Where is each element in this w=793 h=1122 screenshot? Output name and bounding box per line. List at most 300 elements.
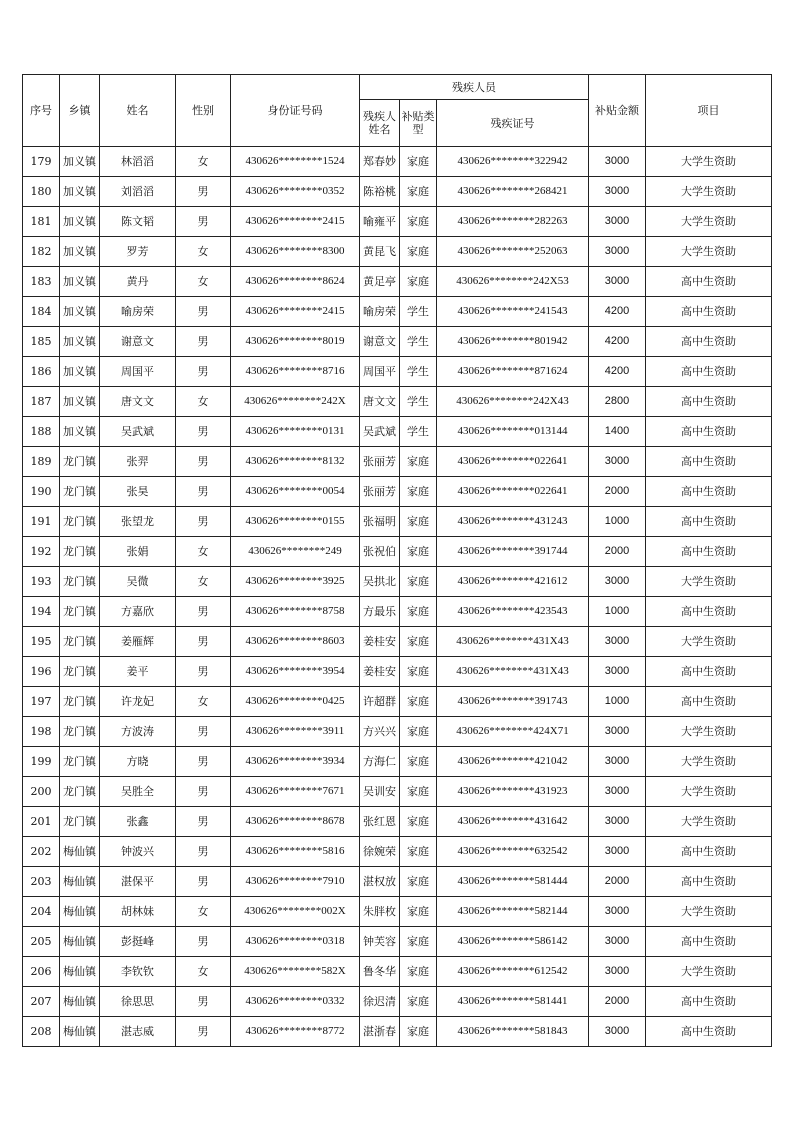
- table-row: [23, 747, 772, 777]
- cell-gender: 女: [176, 237, 231, 267]
- cell-seq: 193: [23, 567, 60, 597]
- table-row: [23, 537, 772, 567]
- cell-name: 唐文文: [100, 387, 176, 417]
- header-disabled-group: 残疾人员: [360, 75, 589, 100]
- table-row: [23, 627, 772, 657]
- cell-disability-cert: 430626********391744: [437, 537, 589, 567]
- cell-disability-cert: 430626********242X53: [437, 267, 589, 297]
- cell-disability-cert: 430626********391743: [437, 687, 589, 717]
- cell-project: 高中生资助: [646, 387, 772, 417]
- cell-subsidy-type: 家庭: [400, 237, 437, 267]
- cell-subsidy-type: 家庭: [400, 927, 437, 957]
- cell-amount: 4200: [589, 357, 646, 387]
- table-row: [23, 147, 772, 177]
- cell-town: 龙门镇: [60, 537, 100, 567]
- cell-name: 张昊: [100, 477, 176, 507]
- table-row: [23, 957, 772, 987]
- cell-gender: 男: [176, 327, 231, 357]
- header-id-number: 身份证号码: [231, 75, 360, 147]
- cell-disabled-name: 鲁冬华: [360, 957, 400, 987]
- cell-id-number: 430626********8300: [231, 237, 360, 267]
- cell-project: 高中生资助: [646, 507, 772, 537]
- cell-subsidy-type: 家庭: [400, 447, 437, 477]
- cell-subsidy-type: 家庭: [400, 807, 437, 837]
- cell-project: 大学生资助: [646, 237, 772, 267]
- cell-disability-cert: 430626********586142: [437, 927, 589, 957]
- cell-disability-cert: 430626********581843: [437, 1017, 589, 1047]
- cell-seq: 201: [23, 807, 60, 837]
- cell-subsidy-type: 家庭: [400, 987, 437, 1017]
- cell-id-number: 430626********582X: [231, 957, 360, 987]
- table-row: [23, 297, 772, 327]
- cell-disability-cert: 430626********242X43: [437, 387, 589, 417]
- cell-subsidy-type: 家庭: [400, 687, 437, 717]
- cell-id-number: 430626********8132: [231, 447, 360, 477]
- cell-disabled-name: 徐婉荣: [360, 837, 400, 867]
- cell-amount: 3000: [589, 267, 646, 297]
- cell-disabled-name: 吴拱北: [360, 567, 400, 597]
- cell-town: 加义镇: [60, 327, 100, 357]
- cell-name: 湛保平: [100, 867, 176, 897]
- cell-name: 方晓: [100, 747, 176, 777]
- cell-disabled-name: 唐文文: [360, 387, 400, 417]
- cell-disabled-name: 方兴兴: [360, 717, 400, 747]
- cell-name: 钟波兴: [100, 837, 176, 867]
- cell-disability-cert: 430626********424X71: [437, 717, 589, 747]
- table-row: [23, 837, 772, 867]
- cell-seq: 202: [23, 837, 60, 867]
- cell-name: 张娟: [100, 537, 176, 567]
- table-row: [23, 897, 772, 927]
- cell-subsidy-type: 家庭: [400, 1017, 437, 1047]
- cell-seq: 192: [23, 537, 60, 567]
- cell-seq: 203: [23, 867, 60, 897]
- cell-disability-cert: 430626********421612: [437, 567, 589, 597]
- cell-project: 大学生资助: [646, 897, 772, 927]
- header-gender: 性别: [176, 75, 231, 147]
- cell-disabled-name: 张丽芳: [360, 477, 400, 507]
- cell-gender: 女: [176, 267, 231, 297]
- cell-gender: 男: [176, 747, 231, 777]
- cell-amount: 1000: [589, 507, 646, 537]
- cell-id-number: 430626********8019: [231, 327, 360, 357]
- cell-project: 大学生资助: [646, 747, 772, 777]
- table-row: [23, 267, 772, 297]
- cell-town: 梅仙镇: [60, 867, 100, 897]
- cell-disability-cert: 430626********431243: [437, 507, 589, 537]
- cell-id-number: 430626********3925: [231, 567, 360, 597]
- cell-amount: 4200: [589, 297, 646, 327]
- cell-project: 大学生资助: [646, 177, 772, 207]
- cell-disability-cert: 430626********282263: [437, 207, 589, 237]
- cell-disabled-name: 朱胖枚: [360, 897, 400, 927]
- table-row: [23, 447, 772, 477]
- cell-id-number: 430626********7910: [231, 867, 360, 897]
- cell-amount: 2000: [589, 867, 646, 897]
- cell-disabled-name: 喻雍平: [360, 207, 400, 237]
- cell-id-number: 430626********0318: [231, 927, 360, 957]
- cell-id-number: 430626********3954: [231, 657, 360, 687]
- cell-subsidy-type: 家庭: [400, 717, 437, 747]
- cell-id-number: 430626********5816: [231, 837, 360, 867]
- cell-amount: 3000: [589, 897, 646, 927]
- cell-project: 大学生资助: [646, 567, 772, 597]
- cell-name: 林滔滔: [100, 147, 176, 177]
- cell-subsidy-type: 家庭: [400, 267, 437, 297]
- cell-id-number: 430626********8716: [231, 357, 360, 387]
- cell-disability-cert: 430626********581441: [437, 987, 589, 1017]
- cell-disability-cert: 430626********013144: [437, 417, 589, 447]
- cell-id-number: 430626********3934: [231, 747, 360, 777]
- cell-seq: 180: [23, 177, 60, 207]
- cell-name: 黄丹: [100, 267, 176, 297]
- table-row: [23, 987, 772, 1017]
- cell-subsidy-type: 家庭: [400, 177, 437, 207]
- cell-seq: 184: [23, 297, 60, 327]
- cell-name: 李钦钦: [100, 957, 176, 987]
- table-body: [23, 147, 772, 1047]
- cell-seq: 183: [23, 267, 60, 297]
- cell-amount: 1000: [589, 597, 646, 627]
- cell-amount: 4200: [589, 327, 646, 357]
- cell-disabled-name: 郑春妙: [360, 147, 400, 177]
- cell-id-number: 430626********8624: [231, 267, 360, 297]
- cell-disability-cert: 430626********431923: [437, 777, 589, 807]
- cell-amount: 3000: [589, 657, 646, 687]
- cell-project: 高中生资助: [646, 537, 772, 567]
- cell-disabled-name: 黄足亭: [360, 267, 400, 297]
- table-row: [23, 777, 772, 807]
- header-disabled-name: 残疾人姓名: [360, 100, 400, 147]
- cell-project: 高中生资助: [646, 927, 772, 957]
- cell-id-number: 430626********0425: [231, 687, 360, 717]
- cell-gender: 男: [176, 297, 231, 327]
- cell-amount: 3000: [589, 147, 646, 177]
- subsidy-table: [22, 74, 772, 1047]
- cell-disabled-name: 张红恩: [360, 807, 400, 837]
- cell-disabled-name: 喻房荣: [360, 297, 400, 327]
- cell-amount: 3000: [589, 207, 646, 237]
- cell-disabled-name: 姜桂安: [360, 657, 400, 687]
- table-row: [23, 597, 772, 627]
- cell-name: 张望龙: [100, 507, 176, 537]
- cell-subsidy-type: 学生: [400, 387, 437, 417]
- cell-seq: 186: [23, 357, 60, 387]
- cell-subsidy-type: 家庭: [400, 507, 437, 537]
- cell-gender: 女: [176, 897, 231, 927]
- cell-town: 加义镇: [60, 387, 100, 417]
- cell-gender: 男: [176, 657, 231, 687]
- cell-seq: 179: [23, 147, 60, 177]
- cell-town: 龙门镇: [60, 507, 100, 537]
- cell-amount: 3000: [589, 927, 646, 957]
- cell-amount: 3000: [589, 747, 646, 777]
- cell-disabled-name: 张丽芳: [360, 447, 400, 477]
- cell-disability-cert: 430626********022641: [437, 477, 589, 507]
- cell-gender: 女: [176, 387, 231, 417]
- cell-amount: 2000: [589, 987, 646, 1017]
- cell-gender: 女: [176, 147, 231, 177]
- cell-subsidy-type: 家庭: [400, 837, 437, 867]
- cell-amount: 3000: [589, 1017, 646, 1047]
- cell-id-number: 430626********0054: [231, 477, 360, 507]
- cell-subsidy-type: 家庭: [400, 207, 437, 237]
- cell-subsidy-type: 家庭: [400, 747, 437, 777]
- cell-seq: 181: [23, 207, 60, 237]
- cell-seq: 194: [23, 597, 60, 627]
- cell-gender: 男: [176, 597, 231, 627]
- cell-disability-cert: 430626********322942: [437, 147, 589, 177]
- cell-amount: 3000: [589, 717, 646, 747]
- cell-subsidy-type: 家庭: [400, 567, 437, 597]
- cell-project: 高中生资助: [646, 357, 772, 387]
- cell-town: 龙门镇: [60, 717, 100, 747]
- cell-seq: 195: [23, 627, 60, 657]
- cell-town: 加义镇: [60, 267, 100, 297]
- cell-name: 姜平: [100, 657, 176, 687]
- cell-project: 大学生资助: [646, 957, 772, 987]
- table-row: [23, 177, 772, 207]
- cell-town: 龙门镇: [60, 447, 100, 477]
- cell-name: 刘滔滔: [100, 177, 176, 207]
- header-row-1: [23, 75, 772, 100]
- cell-gender: 男: [176, 867, 231, 897]
- cell-town: 梅仙镇: [60, 987, 100, 1017]
- cell-amount: 3000: [589, 807, 646, 837]
- cell-gender: 女: [176, 537, 231, 567]
- cell-name: 谢意文: [100, 327, 176, 357]
- cell-disabled-name: 吴训安: [360, 777, 400, 807]
- cell-disabled-name: 许超群: [360, 687, 400, 717]
- cell-name: 方嘉欣: [100, 597, 176, 627]
- header-subsidy-type: 补贴类型: [400, 100, 437, 147]
- cell-disability-cert: 430626********612542: [437, 957, 589, 987]
- cell-disabled-name: 谢意文: [360, 327, 400, 357]
- cell-disability-cert: 430626********801942: [437, 327, 589, 357]
- cell-project: 高中生资助: [646, 327, 772, 357]
- cell-town: 龙门镇: [60, 807, 100, 837]
- table-row: [23, 867, 772, 897]
- cell-gender: 男: [176, 627, 231, 657]
- cell-name: 周国平: [100, 357, 176, 387]
- cell-town: 梅仙镇: [60, 897, 100, 927]
- cell-id-number: 430626********002X: [231, 897, 360, 927]
- cell-name: 吴武斌: [100, 417, 176, 447]
- cell-project: 高中生资助: [646, 987, 772, 1017]
- cell-disabled-name: 湛浙春: [360, 1017, 400, 1047]
- cell-town: 梅仙镇: [60, 957, 100, 987]
- cell-town: 梅仙镇: [60, 837, 100, 867]
- cell-disabled-name: 张祝伯: [360, 537, 400, 567]
- cell-disability-cert: 430626********268421: [437, 177, 589, 207]
- cell-id-number: 430626********7671: [231, 777, 360, 807]
- cell-id-number: 430626********249: [231, 537, 360, 567]
- cell-disability-cert: 430626********581444: [437, 867, 589, 897]
- cell-id-number: 430626********0332: [231, 987, 360, 1017]
- cell-id-number: 430626********8678: [231, 807, 360, 837]
- header-town: 乡镇: [60, 75, 100, 147]
- cell-disability-cert: 430626********871624: [437, 357, 589, 387]
- cell-disability-cert: 430626********431642: [437, 807, 589, 837]
- cell-project: 高中生资助: [646, 447, 772, 477]
- cell-name: 彭挺峰: [100, 927, 176, 957]
- table-row: [23, 327, 772, 357]
- cell-name: 陈文韬: [100, 207, 176, 237]
- cell-disabled-name: 方海仁: [360, 747, 400, 777]
- cell-seq: 187: [23, 387, 60, 417]
- cell-gender: 女: [176, 687, 231, 717]
- cell-subsidy-type: 学生: [400, 417, 437, 447]
- cell-id-number: 430626********2415: [231, 207, 360, 237]
- cell-gender: 男: [176, 207, 231, 237]
- cell-town: 龙门镇: [60, 687, 100, 717]
- cell-seq: 197: [23, 687, 60, 717]
- cell-town: 梅仙镇: [60, 1017, 100, 1047]
- cell-town: 龙门镇: [60, 747, 100, 777]
- cell-disabled-name: 徐迟清: [360, 987, 400, 1017]
- cell-subsidy-type: 家庭: [400, 597, 437, 627]
- cell-gender: 男: [176, 717, 231, 747]
- table-row: [23, 657, 772, 687]
- cell-project: 高中生资助: [646, 837, 772, 867]
- cell-amount: 1400: [589, 417, 646, 447]
- cell-subsidy-type: 家庭: [400, 897, 437, 927]
- cell-name: 许龙妃: [100, 687, 176, 717]
- cell-name: 张鑫: [100, 807, 176, 837]
- cell-disability-cert: 430626********423543: [437, 597, 589, 627]
- cell-town: 龙门镇: [60, 777, 100, 807]
- cell-seq: 189: [23, 447, 60, 477]
- cell-gender: 男: [176, 777, 231, 807]
- cell-subsidy-type: 学生: [400, 297, 437, 327]
- cell-id-number: 430626********8603: [231, 627, 360, 657]
- table-row: [23, 507, 772, 537]
- cell-gender: 男: [176, 507, 231, 537]
- cell-subsidy-type: 家庭: [400, 537, 437, 567]
- cell-disability-cert: 430626********431X43: [437, 627, 589, 657]
- cell-disabled-name: 张福明: [360, 507, 400, 537]
- cell-project: 高中生资助: [646, 477, 772, 507]
- cell-seq: 185: [23, 327, 60, 357]
- cell-project: 高中生资助: [646, 657, 772, 687]
- cell-amount: 2000: [589, 537, 646, 567]
- table-row: [23, 567, 772, 597]
- cell-subsidy-type: 家庭: [400, 147, 437, 177]
- cell-town: 龙门镇: [60, 477, 100, 507]
- cell-name: 喻房荣: [100, 297, 176, 327]
- cell-project: 高中生资助: [646, 267, 772, 297]
- cell-gender: 男: [176, 447, 231, 477]
- cell-amount: 2000: [589, 477, 646, 507]
- cell-town: 龙门镇: [60, 567, 100, 597]
- cell-name: 胡林妹: [100, 897, 176, 927]
- cell-project: 高中生资助: [646, 297, 772, 327]
- cell-gender: 女: [176, 567, 231, 597]
- cell-disabled-name: 黄昆飞: [360, 237, 400, 267]
- cell-disabled-name: 姜桂安: [360, 627, 400, 657]
- cell-project: 大学生资助: [646, 717, 772, 747]
- table-row: [23, 207, 772, 237]
- cell-name: 罗芳: [100, 237, 176, 267]
- cell-name: 吴胜全: [100, 777, 176, 807]
- cell-gender: 男: [176, 177, 231, 207]
- cell-project: 大学生资助: [646, 807, 772, 837]
- table-row: [23, 417, 772, 447]
- cell-amount: 3000: [589, 777, 646, 807]
- cell-seq: 182: [23, 237, 60, 267]
- table-row: [23, 387, 772, 417]
- cell-subsidy-type: 学生: [400, 357, 437, 387]
- cell-disability-cert: 430626********632542: [437, 837, 589, 867]
- cell-amount: 3000: [589, 447, 646, 477]
- cell-town: 加义镇: [60, 207, 100, 237]
- cell-seq: 208: [23, 1017, 60, 1047]
- cell-seq: 207: [23, 987, 60, 1017]
- cell-project: 高中生资助: [646, 1017, 772, 1047]
- cell-subsidy-type: 家庭: [400, 867, 437, 897]
- table-row: [23, 1017, 772, 1047]
- cell-disability-cert: 430626********252063: [437, 237, 589, 267]
- cell-town: 加义镇: [60, 177, 100, 207]
- cell-name: 吴微: [100, 567, 176, 597]
- cell-id-number: 430626********0155: [231, 507, 360, 537]
- cell-name: 湛志威: [100, 1017, 176, 1047]
- table-row: [23, 927, 772, 957]
- cell-id-number: 430626********3911: [231, 717, 360, 747]
- cell-subsidy-type: 家庭: [400, 657, 437, 687]
- cell-gender: 男: [176, 837, 231, 867]
- cell-gender: 男: [176, 477, 231, 507]
- cell-id-number: 430626********1524: [231, 147, 360, 177]
- cell-gender: 男: [176, 987, 231, 1017]
- cell-disabled-name: 方最乐: [360, 597, 400, 627]
- cell-project: 大学生资助: [646, 627, 772, 657]
- cell-id-number: 430626********8772: [231, 1017, 360, 1047]
- cell-town: 龙门镇: [60, 597, 100, 627]
- cell-seq: 205: [23, 927, 60, 957]
- cell-town: 龙门镇: [60, 627, 100, 657]
- cell-amount: 1000: [589, 687, 646, 717]
- cell-project: 大学生资助: [646, 147, 772, 177]
- cell-project: 高中生资助: [646, 597, 772, 627]
- cell-id-number: 430626********0352: [231, 177, 360, 207]
- cell-gender: 男: [176, 357, 231, 387]
- cell-seq: 190: [23, 477, 60, 507]
- cell-gender: 女: [176, 957, 231, 987]
- cell-id-number: 430626********8758: [231, 597, 360, 627]
- cell-name: 张羿: [100, 447, 176, 477]
- cell-project: 大学生资助: [646, 207, 772, 237]
- cell-project: 大学生资助: [646, 777, 772, 807]
- cell-town: 龙门镇: [60, 657, 100, 687]
- cell-seq: 200: [23, 777, 60, 807]
- cell-disability-cert: 430626********582144: [437, 897, 589, 927]
- cell-seq: 196: [23, 657, 60, 687]
- header-project: 项目: [646, 75, 772, 147]
- cell-name: 姜雁辉: [100, 627, 176, 657]
- cell-amount: 2800: [589, 387, 646, 417]
- cell-town: 梅仙镇: [60, 927, 100, 957]
- cell-disability-cert: 430626********022641: [437, 447, 589, 477]
- cell-project: 高中生资助: [646, 867, 772, 897]
- cell-disabled-name: 钟芙容: [360, 927, 400, 957]
- cell-gender: 男: [176, 927, 231, 957]
- table-row: [23, 357, 772, 387]
- cell-amount: 3000: [589, 627, 646, 657]
- cell-seq: 199: [23, 747, 60, 777]
- cell-seq: 191: [23, 507, 60, 537]
- header-disability-cert: 残疾证号: [437, 100, 589, 147]
